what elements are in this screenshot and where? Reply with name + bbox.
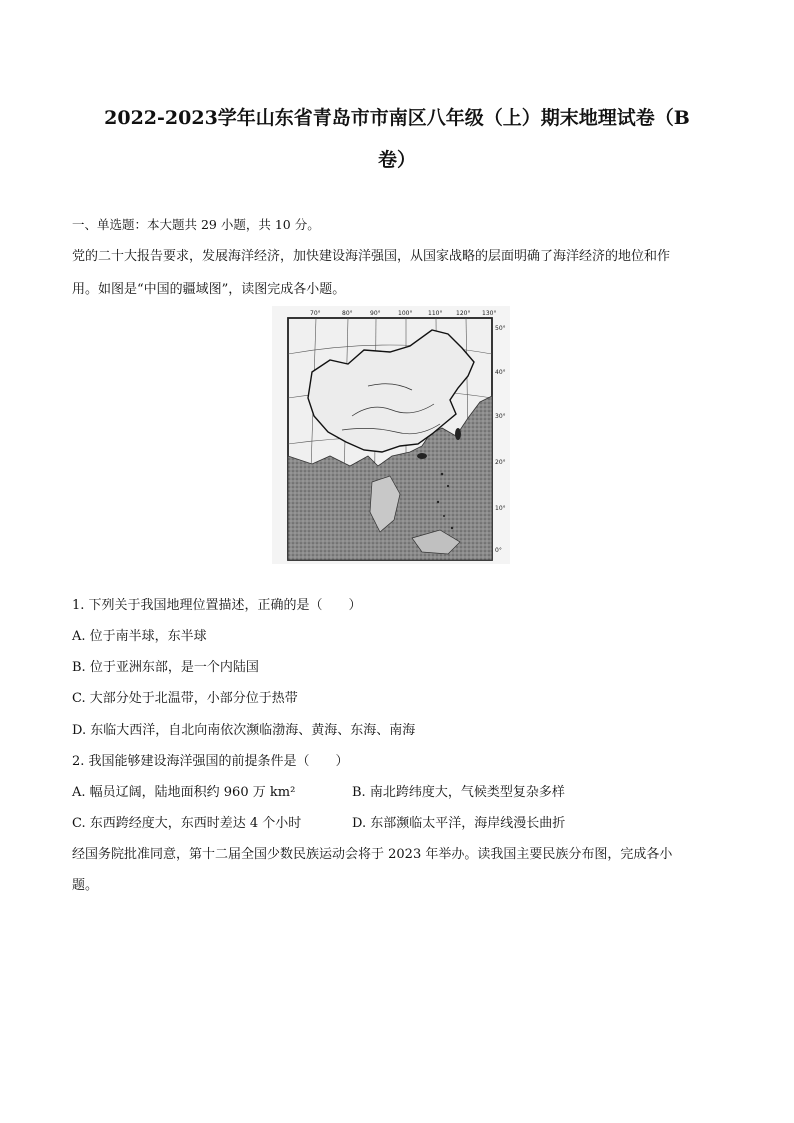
lon-label: 70° [310,310,321,317]
q1-option-b: B. 位于亚洲东部，是一个内陆国 [72,660,259,675]
lon-label: 130° [482,310,497,317]
exam-title-line1: 2022-2023学年山东省青岛市市南区八年级（上）期末地理试卷（B [104,107,690,129]
lat-label: 30° [495,413,506,420]
exam-title-line2: 卷） [377,149,416,171]
q2-stem: 2. 我国能够建设海洋强国的前提条件是（ ） [72,754,349,769]
q2-option-a: A. 幅员辽阔，陆地面积约 960 万 km² [72,785,296,800]
q1-option-a: A. 位于南半球，东半球 [72,629,207,644]
lon-label: 80° [342,310,353,317]
hainan-island [417,453,427,459]
q1-stem: 1. 下列关于我国地理位置描述，正确的是（ ） [72,598,362,613]
lat-label: 10° [495,505,506,512]
lat-label: 40° [495,369,506,376]
lon-label: 90° [370,310,381,317]
lon-label: 110° [428,310,443,317]
lat-label: 20° [495,459,506,466]
china-territory-map [272,306,510,564]
lat-label: 50° [495,325,506,332]
lat-label: 0° [495,547,502,554]
q2-option-c: C. 东西跨经度大，东西时差达 4 个小时 [72,816,302,831]
taiwan-island [455,428,461,440]
outro-line1: 经国务院批准同意，第十二届全国少数民族运动会将于 2023 年举办。读我国主要民族分布图，完成各小 [72,847,673,862]
q2-option-d: D. 东部濒临太平洋，海岸线漫长曲折 [352,816,566,831]
outro-line2: 题。 [72,878,99,893]
q1-option-d: D. 东临大西洋，自北向南依次濒临渤海、黄海、东海、南海 [72,723,416,738]
intro-line1: 党的二十大报告要求，发展海洋经济，加快建设海洋强国，从国家战略的层面明确了海洋经济的地位和作 [72,249,671,264]
lon-label: 120° [456,310,471,317]
q2-option-b: B. 南北跨纬度大，气候类型复杂多样 [352,785,565,800]
lon-label: 100° [398,310,413,317]
intro-line2: 用。如图是“中国的疆域图”，读图完成各小题。 [72,282,346,297]
q1-option-c: C. 大部分处于北温带，小部分位于热带 [72,691,298,706]
section-heading: 一、单选题：本大题共 29 小题，共 10 分。 [72,217,320,232]
